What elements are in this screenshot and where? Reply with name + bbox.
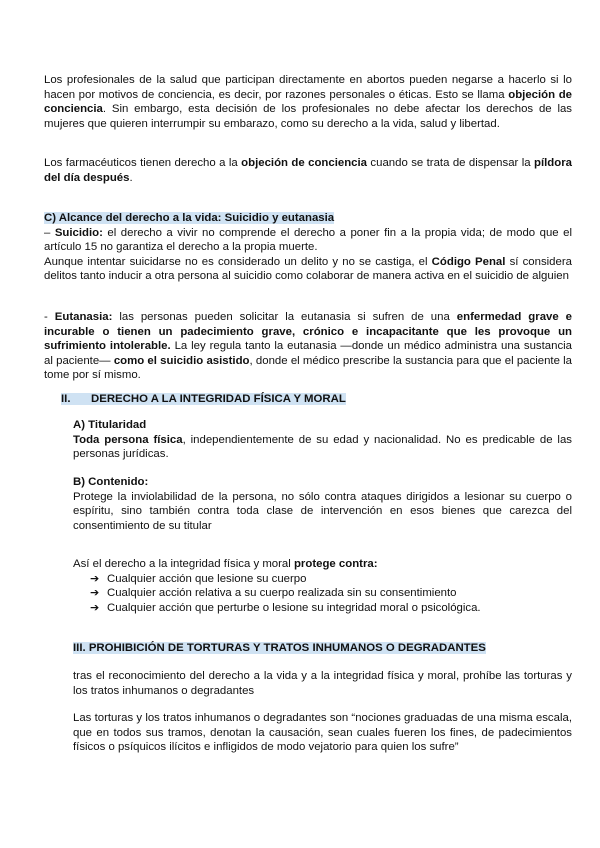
protege-block bbox=[73, 557, 572, 615]
paragraph-farmaceuticos bbox=[44, 156, 572, 185]
text: el derecho a vivir no comprende el derecho a poner fin a la propia vida; de modo que el artículo 15 no garantiza el derecho a la propia muerte. bbox=[44, 226, 572, 253]
arrow-icon: ➔ bbox=[90, 571, 100, 585]
bold-text: como el suicidio asistido bbox=[113, 354, 250, 367]
section-ii-heading bbox=[61, 393, 346, 405]
titularidad-block bbox=[73, 418, 572, 462]
section-number: II. bbox=[61, 393, 71, 405]
text: – bbox=[44, 226, 55, 239]
list-item-text: Cualquier acción que lesione su cuerpo bbox=[107, 572, 307, 585]
list-item bbox=[90, 572, 572, 587]
bold-text: objeción de conciencia bbox=[241, 157, 367, 169]
section-c-heading: C) Alcance del derecho a la vida: Suicidio y eutanasia bbox=[44, 212, 335, 224]
section-iii-paragraph-2 bbox=[73, 711, 572, 755]
paragraph-objecion-profesionales bbox=[44, 73, 572, 131]
text: Así el derecho a la integridad física y moral bbox=[73, 558, 294, 570]
contenido-block bbox=[73, 475, 572, 533]
text: , donde el médico prescribe la sustancia para que el paciente la tome por sí mismo. bbox=[44, 354, 573, 381]
bold-text: enfermedad grave e incurable o tienen un padecimiento grave, crónico e incapacitante que les provoque un sufrimiento intolerable. bbox=[44, 311, 572, 352]
contenido-heading: B) Contenido: bbox=[73, 476, 149, 488]
section-iii-heading-block bbox=[73, 641, 572, 656]
bold-text: Toda persona física bbox=[73, 433, 183, 446]
list-item-text: Cualquier acción relativa a su cuerpo realizada sin su consentimiento bbox=[107, 587, 457, 599]
section-c bbox=[44, 211, 572, 284]
list-item-text: Cualquier acción que perturbe o lesione su integridad moral o psicológica. bbox=[107, 601, 481, 614]
text: La ley regula tanto la eutanasia —donde un médico administra una sustancia al paciente— bbox=[44, 340, 573, 367]
text: Los farmacéuticos tienen derecho a la bbox=[44, 157, 242, 169]
text: las personas pueden solicitar la eutanasia si sufren de una bbox=[112, 311, 457, 323]
arrow-icon: ➔ bbox=[90, 600, 100, 614]
titularidad-heading: A) Titularidad bbox=[73, 419, 147, 431]
bold-text: Código Penal bbox=[431, 255, 506, 268]
paragraph-eutanasia bbox=[44, 310, 572, 383]
protege-list bbox=[73, 572, 572, 616]
text: sí considera delitos tanto inducir a otra persona al suicidio como colaborar de manera activa en el suicidio de alguien bbox=[44, 255, 572, 282]
section-ii-heading-block bbox=[61, 392, 572, 407]
contenido-text: Protege la inviolabilidad de la persona, no sólo contra ataques dirigidos a lesionar su cuerpo o espíritu, sino también contra toda clase de intervención en esos bienes que carezca del consentimiento de su titular bbox=[73, 490, 572, 532]
section-iii-heading: III. PROHIBICIÓN DE TORTURAS Y TRATOS INHUMANOS O DEGRADANTES bbox=[73, 642, 486, 654]
text: . Sin embargo, esta decisión de los profesionales no debe afectar los derechos de las mujeres que quieren interrumpir su embarazo, como su derecho a la vida, salud y libertad. bbox=[44, 103, 572, 130]
paragraph: tras el reconocimiento del derecho a la vida y a la integridad física y moral, prohíbe las torturas y los tratos inhumanos o degradantes bbox=[73, 670, 572, 697]
suicidio-label: Suicidio: bbox=[54, 226, 103, 239]
text: , independientemente de su edad y nacionalidad. No es predicable de las personas jurídicas. bbox=[73, 433, 572, 460]
bold-text: protege contra: bbox=[293, 558, 378, 570]
arrow-icon: ➔ bbox=[90, 586, 100, 599]
section-iii-paragraph-1 bbox=[73, 669, 572, 698]
eutanasia-label: Eutanasia: bbox=[54, 311, 113, 323]
text: Los profesionales de la salud que participan directamente en abortos pueden negarse a hacerlo si lo hacen por motivos de conciencia, es decir, por razones personales o éticas. Esto se llama bbox=[44, 74, 572, 101]
text: . bbox=[129, 171, 133, 184]
paragraph: Las torturas y los tratos inhumanos o degradantes son “nociones graduadas de una misma escala, que en todos sus tramos, denotan la causación, sean cuales fueren los fines, de padecimientos físicos o psíquicos ilícitos e infligidos de modo vejatorio para quien los sufre” bbox=[73, 712, 572, 753]
bold-text: objeción de conciencia bbox=[44, 88, 572, 115]
list-item bbox=[90, 586, 572, 601]
bold-text: píldora del día después bbox=[44, 157, 572, 184]
text: - bbox=[44, 311, 55, 323]
text: Aunque intentar suicidarse no es considerado un delito y no se castiga, el bbox=[44, 255, 432, 268]
text: cuando se trata de dispensar la bbox=[367, 157, 535, 169]
section-title: DERECHO A LA INTEGRIDAD FÍSICA Y MORAL bbox=[91, 393, 346, 405]
list-item bbox=[90, 601, 572, 616]
